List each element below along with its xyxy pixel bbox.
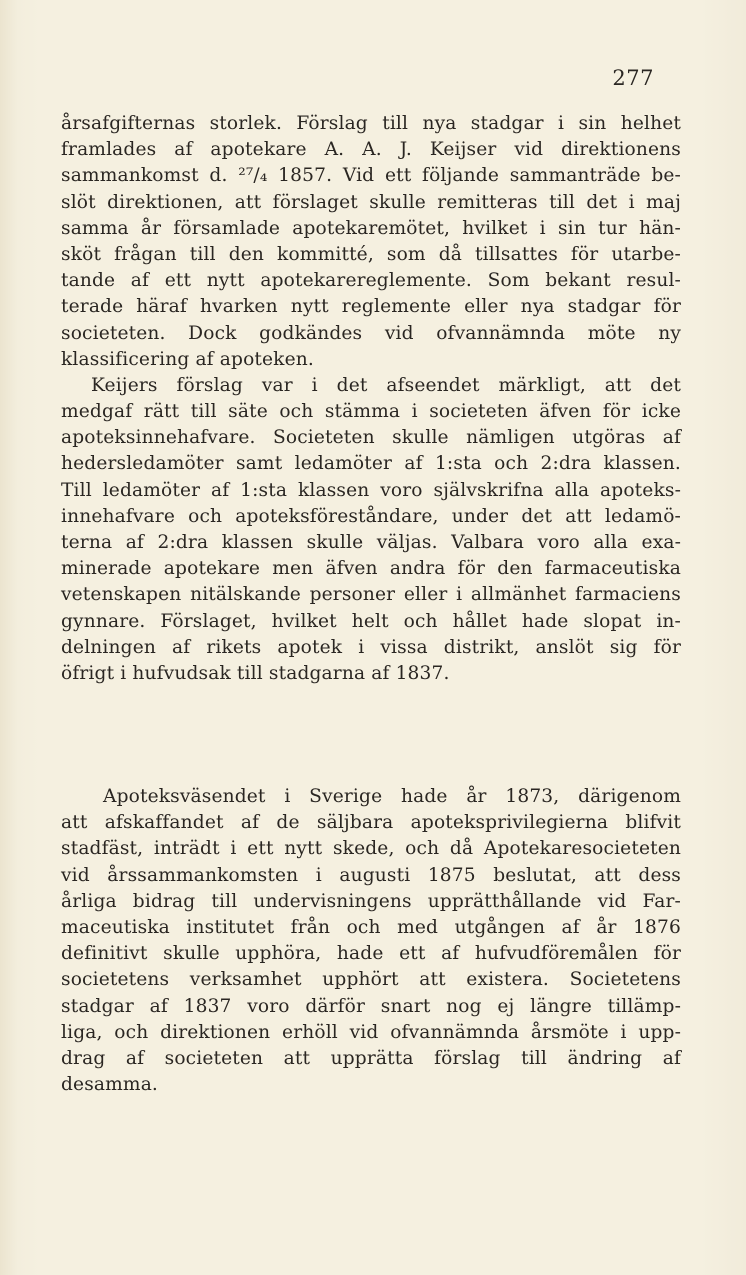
- text-line: vid årssammankomsten i augusti 1875 beslutat, att dess: [61, 864, 681, 886]
- paragraph-1: [61, 111, 681, 687]
- text-line: Keijers förslag var i det afseendet märkligt, att det: [91, 374, 681, 396]
- text-line: vetenskapen nitälskande personer eller i allmänhet farmaciens: [61, 584, 681, 606]
- text-line: delningen af rikets apotek i vissa distrikt, anslöt sig för: [61, 636, 681, 658]
- text-line: årliga bidrag till undervisningens upprätthållande vid Far-: [61, 890, 681, 912]
- text-line: hedersledamöter samt ledamöter af 1:sta och 2:dra klassen.: [61, 453, 681, 475]
- text-line: årsafgifternas storlek. Förslag till nya stadgar i sin helhet: [61, 113, 681, 134]
- text-line: öfrigt i hufvudsak till stadgarna af 1837.: [61, 662, 450, 684]
- page-number: 277: [612, 66, 654, 90]
- text-line: terade häraf hvarken nytt reglemente eller nya stadgar för: [61, 296, 681, 318]
- text-line: societetens verksamhet upphört att existera. Societetens: [61, 969, 681, 991]
- text-line: minerade apotekare men äfven andra för den farmaceutiska: [61, 558, 681, 580]
- text-line: definitivt skulle upphöra, hade ett af hufvudföremålen för: [61, 943, 681, 965]
- text-line: innehafvare och apoteksföreståndare, under det att ledamö-: [61, 505, 681, 527]
- text-line: stadgar af 1837 voro därför snart nog ej längre tillämp-: [61, 995, 681, 1017]
- text-line: stadfäst, inträdt i ett nytt skede, och då Apotekaresocieteten: [61, 838, 681, 860]
- text-line: slöt direktionen, att förslaget skulle remitteras till det i maj: [61, 191, 681, 213]
- text-line: samma år församlade apotekaremötet, hvilket i sin tur hän-: [61, 217, 681, 239]
- paragraph-2: [61, 784, 681, 1098]
- text-line: sammankomst d. ²⁷/₄ 1857. Vid ett följande sammanträde be-: [61, 165, 681, 187]
- text-line: klassificering af apoteken.: [61, 348, 314, 370]
- text-line: liga, och direktionen erhöll vid ofvannämnda årsmöte i upp-: [61, 1021, 681, 1043]
- text-line: att afskaffandet af de säljbara apoteksprivilegierna blifvit: [61, 812, 681, 834]
- text-line: apoteksinnehafvare. Societeten skulle nämligen utgöras af: [61, 427, 681, 449]
- text-line: Apoteksväsendet i Sverige hade år 1873, därigenom: [103, 786, 681, 807]
- text-line: tande af ett nytt apotekarereglemente. Som bekant resul-: [61, 270, 681, 292]
- text-line: maceutiska institutet från och med utgången af år 1876: [61, 916, 681, 938]
- text-line: Till ledamöter af 1:sta klassen voro självskrifna alla apoteks-: [61, 479, 681, 501]
- text-line: medgaf rätt till säte och stämma i societeten äfven för icke: [61, 401, 681, 423]
- text-line: framlades af apotekare A. A. J. Keijser vid direktionens: [61, 139, 681, 161]
- text-line: sköt frågan till den kommitté, som då tillsattes för utarbe-: [61, 243, 681, 265]
- text-line: terna af 2:dra klassen skulle väljas. Valbara voro alla exa-: [61, 532, 681, 553]
- text-line: societeten. Dock godkändes vid ofvannämnda möte ny: [61, 322, 681, 344]
- text-line: gynnare. Förslaget, hvilket helt och hållet hade slopat in-: [61, 610, 681, 632]
- text-line: drag af societeten att upprätta förslag till ändring af: [61, 1047, 681, 1069]
- text-line: desamma.: [61, 1074, 158, 1096]
